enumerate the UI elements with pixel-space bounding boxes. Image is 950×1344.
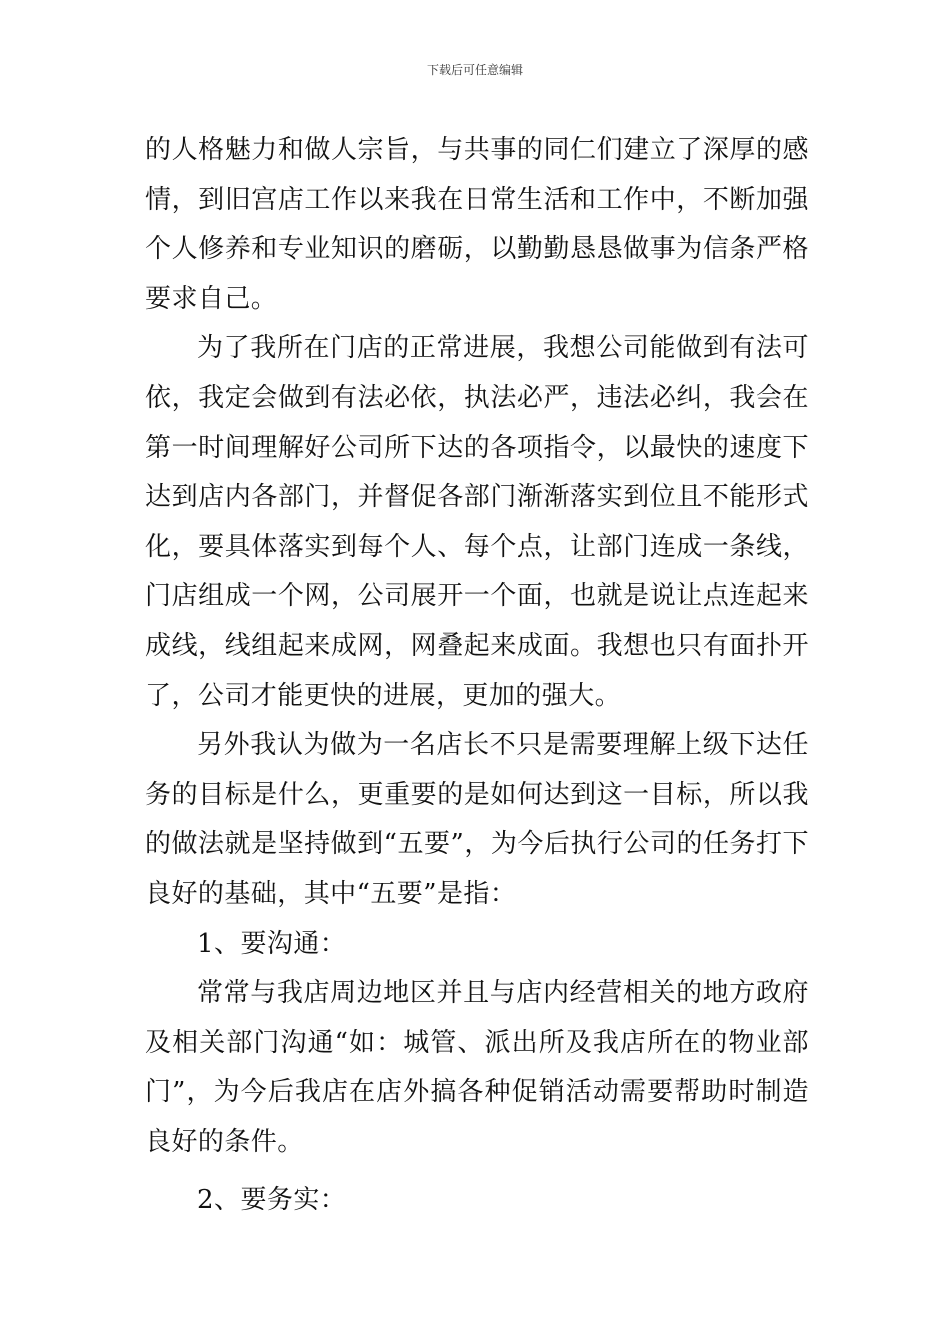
list-item-2-heading: 2、要务实：	[197, 1185, 347, 1216]
list-item-1-heading: 1、要沟通：	[197, 928, 347, 959]
document-body	[145, 126, 809, 1226]
paragraph-2: 为了我所在门店的正常进展，我想公司能做到有法可依，我定会做到有法必依，执法必严，违法必纠，我会在第一时间理解好公司所下达的各项指令，以最快的速度下达到店内各部门，并督促各部门渐渐落实到位且不能形式化，要具体落实到每个人、每个点，让部门连成一条线，门店组成一个网，公司展开一个面，也就是说让点连起来成线，线组起来成网，网叠起来成面。我想也只有面扑开了，公司才能更快的进展，更加的强大。	[145, 333, 809, 711]
page-header: 下载后可任意编辑	[426, 63, 523, 77]
paragraph-4: 常常与我店周边地区并且与店内经营相关的地方政府及相关部门沟通“如：城管、派出所及我店所在的物业部门”，为今后我店在店外搞各种促销活动需要帮助时制造良好的条件。	[145, 978, 809, 1157]
paragraph-3: 另外我认为做为一名店长不只是需要理解上级下达任务的目标是什么，更重要的是如何达到这一目标，所以我的做法就是坚持做到“五要”，为今后执行公司的任务打下良好的基础，其中“五要”是指：	[145, 730, 809, 909]
paragraph-1: 的人格魅力和做人宗旨，与共事的同仁们建立了深厚的感情，到旧宫店工作以来我在日常生活和工作中，不断加强个人修养和专业知识的磨砺，以勤勤恳恳做事为信条严格要求自己。	[145, 135, 809, 314]
